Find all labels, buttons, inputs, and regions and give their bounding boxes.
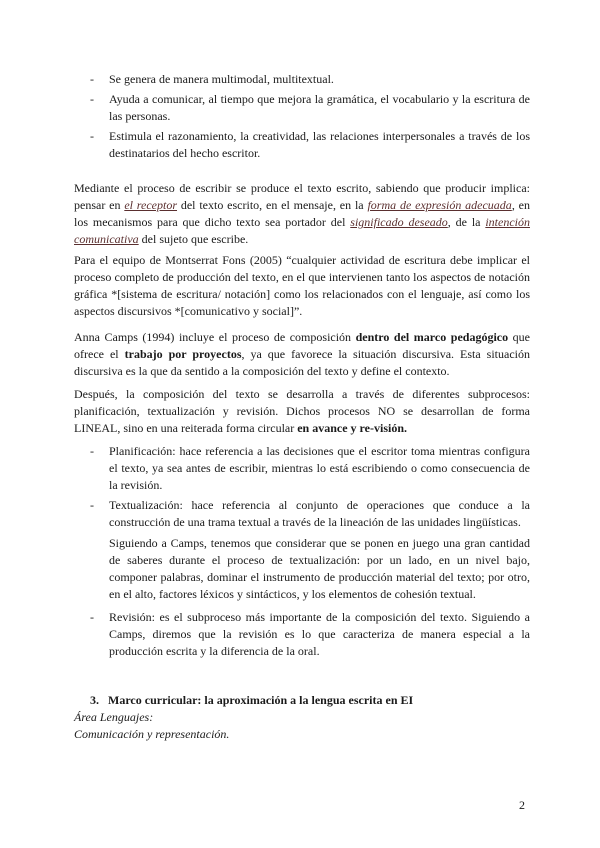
area-value: Comunicación y representación. [74, 727, 230, 741]
bullet-text: Estimula el razonamiento, la creatividad, las relaciones interpersonales a través de los destinatarios del hecho escritor. [109, 129, 530, 160]
text-run: del sujeto que escribe. [138, 232, 249, 246]
area-label: Área Lenguajes: [74, 710, 154, 724]
bold-text: dentro del marco pedagógico [355, 330, 509, 344]
paragraph-montserrat-fons: Para el equipo de Montserrat Fons (2005) “cualquier actividad de escritura debe implicar el proceso completo de producción del texto, en el que intervienen tanto los aspectos de notación gráfica *[sistema de escritura/ notación] como los relacionados con el lenguaje, así como los aspectos discursivos *[comunicativo y social]”. [74, 253, 530, 318]
list-item [90, 497, 530, 531]
link-el-receptor[interactable]: el receptor [124, 198, 178, 212]
link-significado-deseado[interactable]: significado deseado [350, 215, 448, 229]
paragraph-writing-process [74, 180, 530, 248]
section-title: Marco curricular: la aproximación a la lengua escrita en EI [108, 693, 414, 707]
bullet-text: Se genera de manera multimodal, multitextual. [109, 72, 334, 86]
text-run: Después, la composición del texto se desarrolla a través de diferentes subprocesos: planificación, textualización y revisión. Dichos procesos NO se desarrollan de forma LINEAL, sino en una reiterada forma circular [74, 387, 530, 435]
text-run: , ya que favorece la situación discursiva. Esta situación discursiva es la que da sentido a la composición del texto y define el contexto. [74, 347, 530, 378]
bold-text: en avance y re-visión. [297, 421, 408, 435]
bullet-text: Planificación: hace referencia a las decisiones que el escritor toma mientras configura el texto, ya sea antes de escribir, mientras lo está escribiendo o como consecuencia de la revisión. [109, 444, 530, 492]
list-item [90, 609, 530, 660]
bullet-text: Textualización: hace referencia al conjunto de operaciones que conduce a la construcción de una trama textual a través de la lineación de las unidades lingüísticas. [109, 498, 530, 529]
paragraph-camps-textualizacion: Siguiendo a Camps, tenemos que considerar que se ponen en juego una gran cantidad de saberes durante el proceso de textualización: por un lado, en un nivel bajo, componer palabras, dominar el instrumento de producción material del texto; por otro, en el alto, factores léxicos y sintácticos, y los elementos de cohesión textual. [109, 536, 530, 601]
text-run: , de la [447, 215, 486, 229]
bullet-dash: - [90, 129, 94, 143]
bullet-dash: - [90, 92, 94, 106]
link-forma-expresion[interactable]: forma de expresión adecuada [367, 198, 512, 212]
paragraph-subprocesses [74, 386, 530, 437]
list-item [90, 128, 530, 162]
text-run: del texto escrito, en el mensaje, en la [177, 198, 368, 212]
bullet-dash: - [90, 72, 94, 86]
top-bullet-list [90, 71, 530, 165]
paragraph-anna-camps [74, 329, 530, 380]
bold-text: trabajo por proyectos [124, 347, 242, 361]
text-run: Anna Camps (1994) incluye el proceso de composición [74, 330, 356, 344]
section-heading [90, 692, 413, 709]
text-run: , en los mecanismos para que dicho texto sea portador del [74, 198, 530, 229]
text-run: Mediante el proceso de escribir se produce el texto escrito, sabiendo que producir implica: pensar en [74, 181, 530, 212]
section-number: 3. [90, 693, 99, 707]
list-item [90, 91, 530, 125]
bullet-dash: - [90, 610, 94, 624]
link-intencion-comunicativa[interactable]: intención comunicativa [74, 215, 530, 246]
text-run: que ofrece el [74, 330, 530, 361]
subprocess-bullet-list [90, 443, 530, 534]
bullet-dash: - [90, 444, 94, 458]
revision-bullet-list [90, 609, 530, 663]
list-item [90, 71, 530, 88]
bullet-text: Revisión: es el subproceso más importante de la composición del texto. Siguiendo a Camps, diremos que la revisión es lo que caracteriza de manera especial a la producción escrita y la diferencia de la oral. [109, 610, 530, 658]
bullet-text: Ayuda a comunicar, al tiempo que mejora la gramática, el vocabulario y la escritura de las personas. [109, 92, 530, 123]
list-item [90, 443, 530, 494]
page-number: 2 [519, 798, 525, 812]
bullet-dash: - [90, 498, 94, 512]
